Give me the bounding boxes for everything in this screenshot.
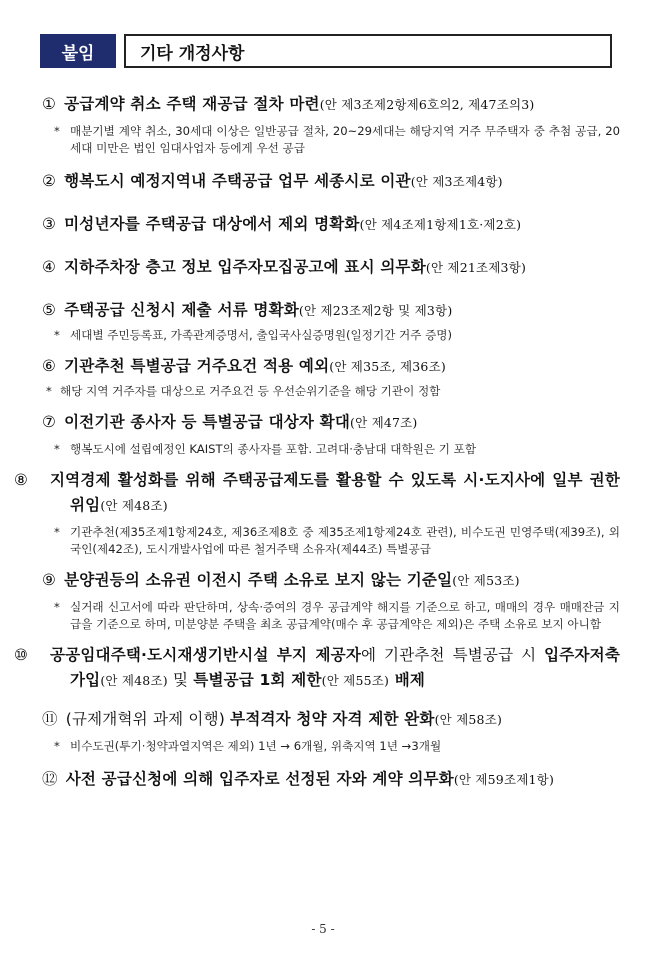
item-reference: (안 제3조제2항제6호의2, 제47조의3): [319, 97, 535, 112]
list-item: [40, 707, 620, 755]
note-mark: *: [54, 739, 60, 753]
list-item: [40, 767, 620, 792]
item-note: * 해당 지역 거주자를 대상으로 거주요건 등 우선순위기준을 해당 기관이 정함: [46, 384, 441, 398]
item-heading: [40, 255, 620, 280]
item-heading: [40, 568, 620, 593]
item-heading: [40, 169, 620, 194]
item-heading: [40, 92, 620, 117]
item-number: ⑥: [42, 357, 57, 375]
attachment-tag: 붙임: [40, 34, 116, 68]
item-title: 행복도시 예정지역내 주택공급 업무 세종시로 이관: [64, 172, 411, 190]
list-item: [40, 568, 620, 633]
item-title: 지역경제 활성화를 위해 주택공급제도를 활용할 수 있도록 시·도지사에 일부 권한 위임: [50, 471, 620, 514]
item-note: * 매분기별 계약 취소, 30세대 이상은 일반공급 절차, 20~29세대는 해당지역 거주 무주택자 중 추첨 공급, 20세대 미만은 법인 임대사업자 등에게 우선 공급: [54, 124, 620, 155]
item-title: 분양권등의 소유권 이전시 주택 소유로 보지 않는 기준일: [64, 571, 453, 589]
item-note: * 세대별 주민등록표, 가족관계증명서, 출입국사실증명원(일정기간 거주 증명): [54, 328, 453, 342]
item-note: * 행복도시에 설립예정인 KAIST의 종사자를 포함. 고려대·충남대 대학원은 기 포함: [54, 442, 477, 456]
item-number: ④: [42, 258, 57, 276]
page-header: [40, 34, 612, 68]
list-item: [40, 298, 620, 344]
item-reference: (안 제48조): [100, 498, 168, 513]
note-mark: *: [46, 384, 52, 398]
item-reference: (안 제59조제1항): [453, 772, 555, 787]
item-number: ⑤: [42, 301, 57, 319]
note-mark: *: [54, 328, 60, 342]
item-title: 미성년자를 주택공급 대상에서 제외 명확화: [64, 215, 360, 233]
item-number: ③: [42, 215, 57, 233]
item-heading: ⑩ 공공임대주택·도시재생기반시설 부지 제공자에 기관추천 특별공급 시 입주자저축 가입(안 제48조) 및 특별공급 1회 제한(안 제55조) 배제: [14, 646, 620, 689]
note-mark: *: [54, 442, 60, 456]
item-reference: (안 제58조): [434, 712, 503, 727]
item-number: ⑫: [42, 770, 58, 788]
item-note: * 실거래 신고서에 따라 판단하며, 상속·증여의 경우 공급계약 해지를 기준으로 하고, 매매의 경우 매매잔금 지급을 기준으로 하며, 미분양분 주택을 최초 공급계약(매수 후 공급계약은 제외)은 주택 소유로 보지 아니함: [54, 600, 620, 631]
item-title: 공공임대주택·도시재생기반시설 부지 제공자: [50, 646, 362, 664]
item-title: 기관추천 특별공급 거주요건 적용 예외: [64, 357, 330, 375]
list-item: [14, 468, 620, 558]
item-reference: (안 제47조): [350, 415, 418, 430]
list-item: [40, 92, 620, 157]
item-title: 사전 공급신청에 의해 입주자로 선정된 자와 계약 의무화: [65, 770, 454, 788]
item-heading: ⑪ (규제개혁위 과제 이행) 부적격자 청약 자격 제한 완화(안 제58조): [40, 707, 620, 732]
item-number: ②: [42, 172, 57, 190]
item-number: ⑨: [42, 571, 57, 589]
item-heading: [40, 354, 620, 379]
item-reference: (안 제3조제4항): [410, 174, 503, 189]
note-mark: *: [54, 525, 60, 539]
item-number: ①: [42, 95, 57, 113]
item-heading: [40, 212, 620, 237]
list-item: [40, 255, 620, 280]
item-number: ⑪: [42, 710, 58, 728]
item-heading: [40, 767, 620, 792]
note-mark: *: [54, 600, 60, 614]
list-item: [14, 643, 620, 693]
item-heading: [40, 410, 620, 435]
item-title: 주택공급 신청시 제출 서류 명확화: [64, 301, 299, 319]
note-mark: *: [54, 124, 60, 138]
list-item: [40, 410, 620, 458]
item-reference: (안 제21조제3항): [425, 260, 527, 275]
item-title: 공급계약 취소 주택 재공급 절차 마련: [64, 95, 320, 113]
item-note: * 기관추천(제35조제1항제24호, 제36조제8호 중 제35조제1항제24호 관련), 비수도권 민영주택(제39조), 외국인(제42조), 도시개발사업에 따른 철거주택 소유자(제44조) 특별공급: [54, 525, 620, 556]
revision-list: [14, 92, 620, 792]
page-title: 기타 개정사항: [124, 34, 612, 68]
list-item: [40, 212, 620, 237]
item-note: * 비수도권(투기·청약과열지역은 제외) 1년 → 6개월, 위축지역 1년 →3개월: [54, 739, 442, 753]
item-title: 지하주차장 층고 정보 입주자모집공고에 표시 의무화: [64, 258, 426, 276]
list-item: [40, 169, 620, 194]
item-heading: ⑧ 지역경제 활성화를 위해 주택공급제도를 활용할 수 있도록 시·도지사에 일부 권한 위임(안 제48조): [14, 471, 620, 514]
item-title: 이전기관 종사자 등 특별공급 대상자 확대: [64, 413, 351, 431]
list-item: [40, 354, 620, 400]
page-number: - 5 -: [311, 922, 335, 936]
item-reference: (안 제4조제1항제1호·제2호): [359, 217, 522, 232]
item-reference: (안 제35조, 제36조): [329, 359, 446, 374]
item-heading: [40, 298, 620, 323]
item-title: 부적격자 청약 자격 제한 완화: [230, 710, 435, 728]
item-reference: (안 제23조제2항 및 제3항): [298, 303, 453, 318]
item-reference: (안 제53조): [452, 573, 520, 588]
item-number: ⑦: [42, 413, 57, 431]
